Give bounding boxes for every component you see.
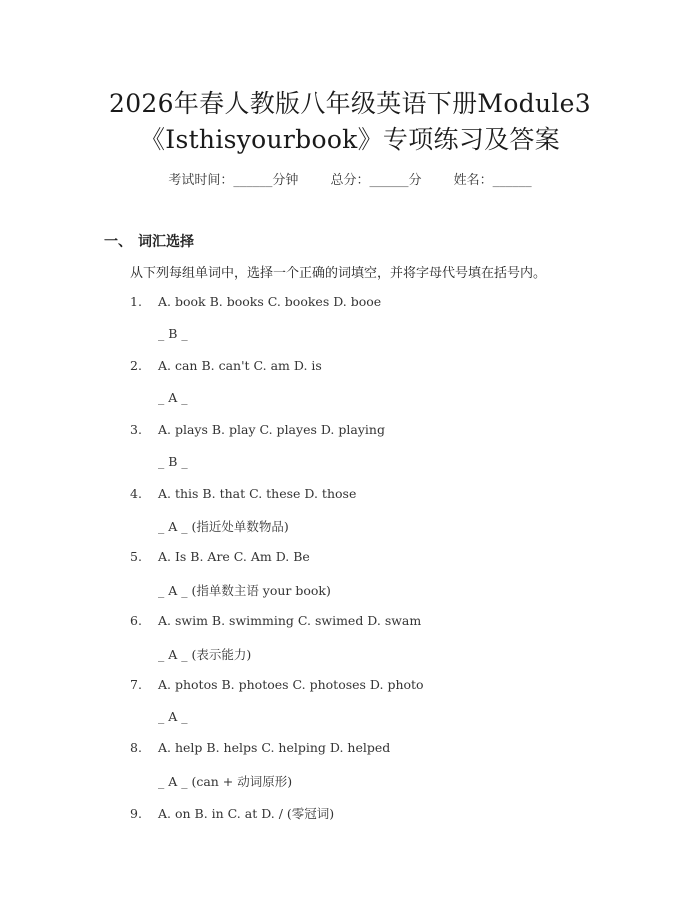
question-item: [130, 422, 385, 437]
question-number: 6.: [130, 613, 142, 628]
question-options: A. can B. can't C. am D. is: [158, 358, 322, 373]
question-answer: _ A _ (指近处单数物品): [158, 519, 289, 534]
question-number: 7.: [130, 677, 142, 692]
section-instruction: 从下列每组单词中，选择一个正确的词填空，并将字母代号填在括号内。: [130, 266, 547, 281]
question-item: [130, 549, 310, 564]
exam-score: 总分：______分: [330, 173, 422, 188]
question-number: 2.: [130, 358, 142, 373]
question-options: A. plays B. play C. playes D. playing: [158, 422, 385, 437]
section-title: 词汇选择: [138, 234, 194, 250]
question-item: [130, 486, 356, 501]
question-number: 4.: [130, 486, 142, 501]
question-answer: _ A _ (can + 动词原形): [158, 774, 293, 789]
question-options: A. swim B. swimming C. swimed D. swam: [158, 613, 422, 628]
exam-meta: [0, 169, 700, 188]
question-number: 3.: [130, 422, 142, 437]
document-title-line2: 《Isthisyourbook》专项练习及答案: [139, 125, 561, 154]
question-item: [130, 358, 322, 373]
question-item: [130, 677, 424, 692]
question-options: A. Is B. Are C. Am D. Be: [158, 549, 310, 564]
exam-name: 姓名：______: [453, 173, 532, 188]
question-item: [130, 804, 334, 822]
question-answer: _ A _: [158, 390, 188, 405]
question-item: [130, 613, 421, 628]
question-options: A. book B. books C. bookes D. booe: [158, 294, 382, 309]
section-number: 一、: [104, 234, 132, 250]
question-options: A. help B. helps C. helping D. helped: [158, 740, 391, 755]
question-number: 9.: [130, 806, 142, 821]
question-number: 5.: [130, 549, 142, 564]
question-answer: _ B _: [158, 326, 188, 341]
question-options: A. this B. that C. these D. those: [158, 486, 357, 501]
question-number: 8.: [130, 740, 142, 755]
question-answer: _ A _ (指单数主语 your book): [158, 583, 331, 598]
question-options: A. photos B. photoes C. photoses D. photo: [158, 677, 424, 692]
question-options: A. on B. in C. at D. / (零冠词): [158, 806, 335, 821]
section-heading: [104, 231, 194, 251]
question-answer: _ A _ (表示能力): [158, 647, 252, 662]
exam-time: 考试时间：______分钟: [168, 173, 299, 188]
question-item: [130, 740, 390, 755]
question-item: [130, 294, 381, 309]
question-number: 1.: [130, 294, 142, 309]
question-answer: _ B _: [158, 454, 188, 469]
question-answer: _ A _: [158, 709, 188, 724]
document-title-line1: 2026年春人教版八年级英语下册Module3: [109, 89, 591, 118]
